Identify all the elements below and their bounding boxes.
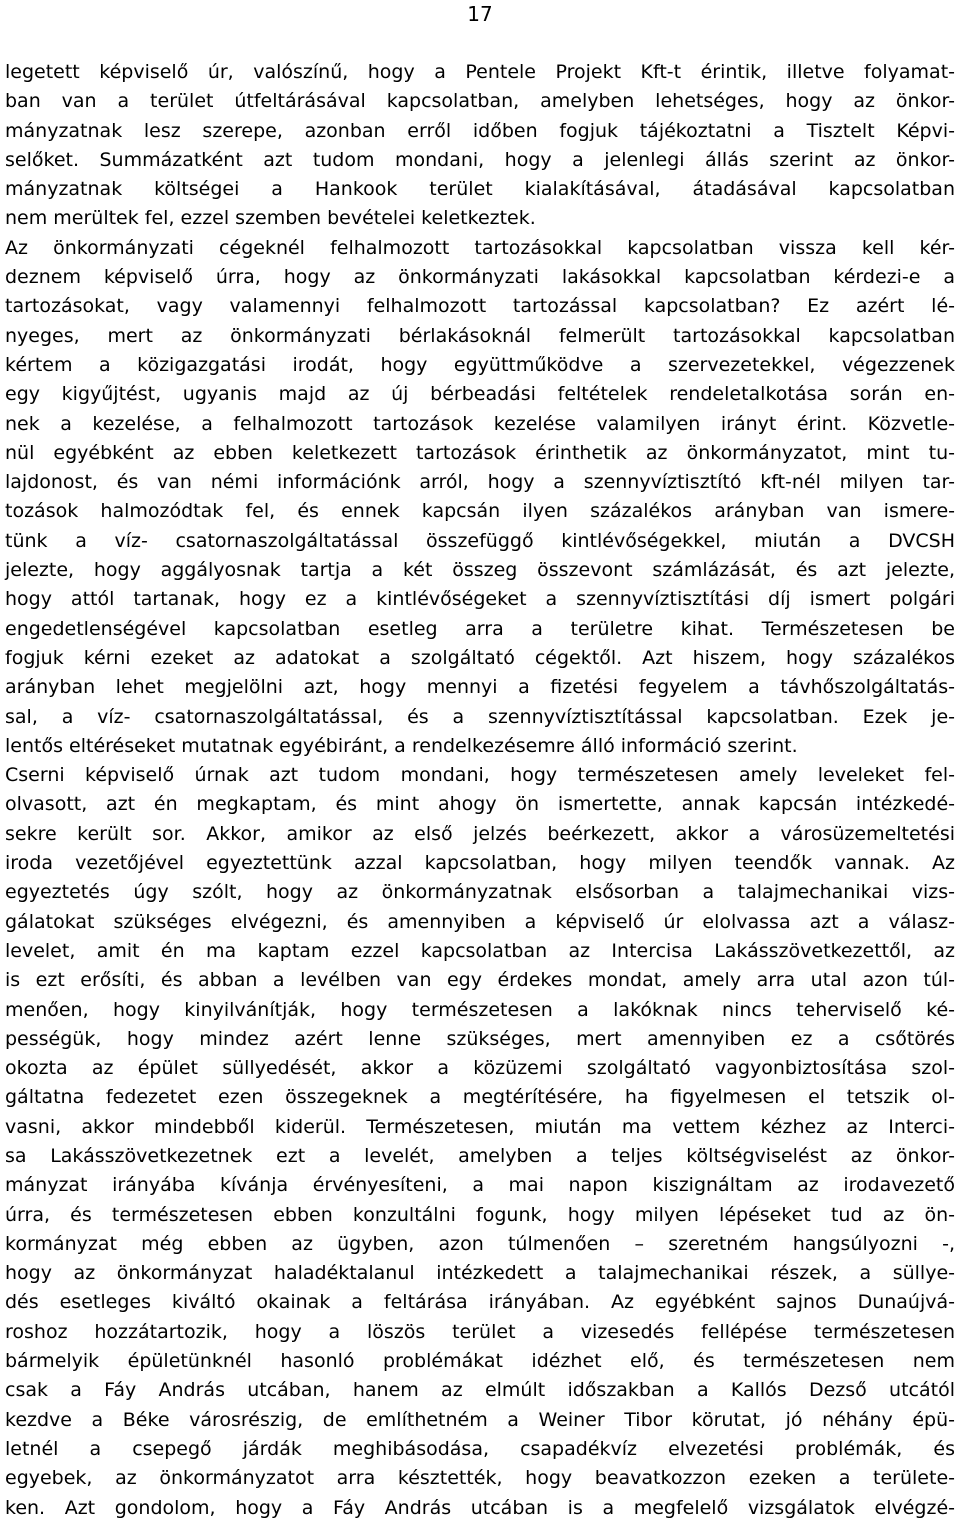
text-line: iroda vezetőjével egyeztettünk azzal kapcsolatban, hogy milyen teendők vannak. Az <box>5 852 955 875</box>
text-line: mányzatnak költségei a Hankook terület kialakításával, átadásával kapcsolatban <box>5 178 955 201</box>
text-line: okozta az épület süllyedését, akkor a közüzemi szolgáltató vagyonbiztosítása szol- <box>5 1057 955 1080</box>
text-line: kértem a közigazgatási irodát, hogy együttműködve a szervezetekkel, végezzenek <box>5 353 955 376</box>
text-line: gáltatna fedezetet ezen összegeknek a megtérítésére, ha figyelmesen el tetszik ol- <box>5 1086 955 1109</box>
text-line: tartozásokat, vagy valamennyi felhalmozott tartozással kapcsolatban? Ez azért lé- <box>5 295 955 318</box>
text-line: hogy attól tartanak, hogy ez a kintlévőségeket a szennyvíztisztítási díj ismert polgári <box>5 588 955 611</box>
text-line: jelezte, hogy aggályosnak tartja a két összeg összevont számlázását, és azt jelezte, <box>5 559 955 582</box>
text-line: levelet, amit én ma kaptam ezzel kapcsolatban az Intercisa Lakásszövetkezettől, az <box>5 939 955 962</box>
body-text <box>5 58 955 1523</box>
text-line: vasni, akkor mindebből kiderül. Természetesen, miután ma vettem kézhez az Interci- <box>5 1115 955 1138</box>
text-line: egyeztetés úgy szólt, hogy az önkormányzatnak elsősorban a talajmechanikai vizs- <box>5 881 955 904</box>
text-line: ban van a terület útfeltárásával kapcsolatban, amelyben lehetséges, hogy az önkor- <box>5 90 955 113</box>
text-line: csak a Fáy András utcában, hanem az elmúlt időszakban a Kallós Dezső utcától <box>5 1379 955 1402</box>
page-number: 17 <box>467 2 493 26</box>
text-line: mányzat irányába kívánja érvényesíteni, a mai napon kiszignáltam az irodavezető <box>5 1174 955 1197</box>
text-line: nek a kezelése, a felhalmozott tartozások kezelése valamilyen irányt érint. Közvetle- <box>5 412 955 435</box>
text-line: nül egyébként az ebben keletkezett tartozások érinthetik az önkormányzatot, mint tu- <box>5 441 955 464</box>
text-line: Az önkormányzati cégeknél felhalmozott tartozásokkal kapcsolatban vissza kell kér- <box>5 236 955 259</box>
text-line: roshoz hozzátartozik, hogy a löszös terület a vizesedés fellépése természetesen <box>5 1320 955 1343</box>
text-line: hogy az önkormányzat haladéktalanul intézkedett a talajmechanikai részek, a süllye- <box>5 1262 955 1285</box>
text-line: letnél a csepegő járdák meghibásodása, csapadékvíz elvezetési problémák, és <box>5 1437 955 1460</box>
text-line: lentős eltéréseket mutatnak egyébiránt, a rendelkezésemre álló információ szerint. <box>5 734 798 757</box>
text-line: deznem képviselő úrra, hogy az önkormányzati lakásokkal kapcsolatban kérdezi-e a <box>5 266 955 289</box>
text-line: sa Lakásszövetkezetnek ezt a levelét, amelyben a teljes költségviselést az önkor- <box>5 1144 955 1167</box>
text-line: sal, a víz- csatornaszolgáltatással, és a szennyvíztisztítással kapcsolatban. Ezek je- <box>5 705 955 728</box>
text-line: Cserni képviselő úrnak azt tudom mondani, hogy természetesen amely leveleket fel- <box>5 764 955 787</box>
text-line: úrra, és természetesen ebben konzultálni fogunk, hogy milyen lépéseket tud az ön- <box>5 1203 955 1226</box>
text-line: egyebek, az önkormányzatot arra késztették, hogy beavatkozzon ezeken a területe- <box>5 1467 955 1490</box>
text-line: dés esetleges kiváltó okainak a feltárása irányában. Az egyébként sajnos Dunaújvá- <box>5 1291 955 1314</box>
text-line: mányzatnak lesz szerepe, azonban erről időben fogjuk tájékoztatni a Tisztelt Képvi- <box>5 119 955 142</box>
text-line: selőket. Summázatként azt tudom mondani, hogy a jelenlegi állás szerint az önkor- <box>5 148 955 171</box>
text-line: gálatokat szükséges elvégezni, és amennyiben a képviselő úr elolvassa azt a válasz- <box>5 910 955 933</box>
text-line: is ezt erősíti, és abban a levélben van egy érdekes mondat, amely arra utal azon túl- <box>5 969 955 992</box>
text-line: egy kigyűjtést, ugyanis majd az új bérbeadási feltételek rendeletalkotása során en- <box>5 383 955 406</box>
text-line: menően, hogy kinyilvánítják, hogy természetesen a lakóknak nincs teherviselő ké- <box>5 998 955 1021</box>
text-line: engedetlenségével kapcsolatban esetleg arra a területre kihat. Természetesen be <box>5 617 955 640</box>
text-line: arányban lehet megjelölni azt, hogy mennyi a fizetési fegyelem a távhőszolgáltatás- <box>5 676 955 699</box>
text-line: nyeges, mert az önkormányzati bérlakásoknál felmerült tartozásokkal kapcsolatban <box>5 324 955 347</box>
text-line: pességük, hogy mindez azért lenne szükséges, mert amennyiben ez a csőtörés <box>5 1027 955 1050</box>
text-line: tozások halmozódtak fel, és ennek kapcsán ilyen százalékos arányban van ismere- <box>5 500 955 523</box>
text-line: olvasott, azt én megkaptam, és mint ahogy ön ismertette, annak kapcsán intézkedé- <box>5 793 955 816</box>
text-line: bármelyik épületünknél hasonló problémákat idézhet elő, és természetesen nem <box>5 1350 955 1373</box>
text-line: sekre került sor. Akkor, amikor az első jelzés beérkezett, akkor a városüzemeltetési <box>5 822 955 845</box>
text-line: kormányzat még ebben az ügyben, azon túlmenően – szeretném hangsúlyozni -, <box>5 1232 955 1255</box>
text-line: fogjuk kérni ezeket az adatokat a szolgáltató cégektől. Azt hiszem, hogy százalékos <box>5 646 955 669</box>
text-line: legetett képviselő úr, valószínű, hogy a Pentele Projekt Kft-t érintik, illetve folyamat- <box>5 61 955 83</box>
text-line: kezdve a Béke városrészig, de említhetném a Weiner Tibor körutat, jó néhány épü- <box>5 1408 955 1431</box>
text-line: nem merültek fel, ezzel szemben bevételei keletkeztek. <box>5 207 536 230</box>
text-line: lajdonost, és van némi információnk arról, hogy a szennyvíztisztító kft-nél milyen tar- <box>5 471 955 494</box>
text-line: ken. Azt gondolom, hogy a Fáy András utcában is a megfelelő vizsgálatok elvégzé- <box>5 1496 955 1519</box>
text-line: tünk a víz- csatornaszolgáltatással összefüggő kintlévőségekkel, miután a DVCSH <box>5 529 955 552</box>
